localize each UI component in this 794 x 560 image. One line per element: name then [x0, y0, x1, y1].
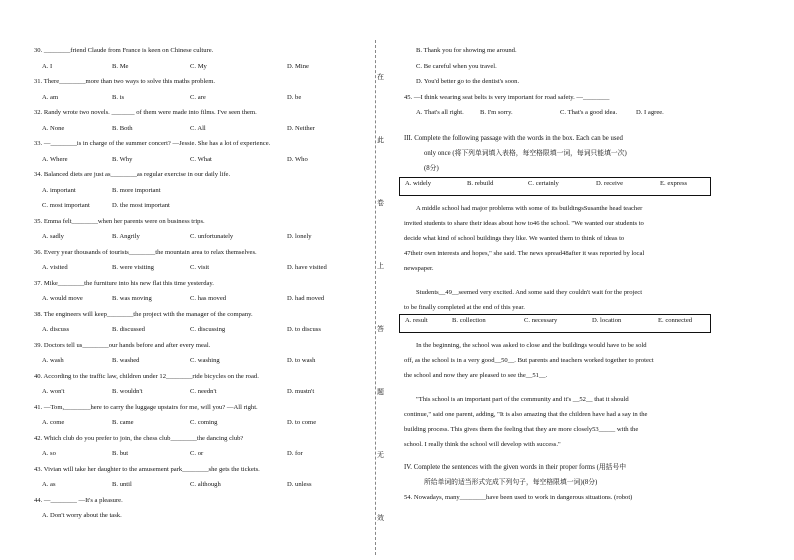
word-box [399, 314, 711, 333]
answer-option: D. the most important [112, 202, 170, 209]
word-box-item: D. location [592, 317, 622, 324]
word-box-item: D. receive [596, 180, 624, 187]
binding-char: 上 [377, 262, 384, 270]
answer-option: D. I agree. [636, 109, 664, 116]
answer-option: D. to discuss [287, 326, 321, 333]
binding-char: 无 [377, 451, 384, 459]
answer-option: C. most important [42, 202, 90, 209]
section-heading: only once (将下列单词填入表格，每空格限填一词，每词只能填一次) [424, 150, 627, 157]
answer-option: D. had moved [287, 295, 325, 302]
question-stem: 36. Every year thousands of tourists________the mountain area to relax themselves. [34, 248, 257, 256]
question-stem: 43. Vivian will take her daughter to the amusement park________she gets the tickets. [34, 465, 260, 473]
answer-option: D. to come [287, 419, 317, 426]
question-stem: 35. Emma felt________when her parents were on business trips. [34, 217, 205, 225]
passage-line: A middle school had major problems with some of its buildingsSusanthe head teacher [416, 205, 643, 212]
section-heading: 所给单词的适当形式完成下列句子，每空格限填一词)(8分) [424, 479, 598, 486]
answer-option: B. came [112, 419, 134, 426]
answer-option: C. needn't [190, 388, 217, 395]
question-stem: 31. There________more than two ways to solve this maths problem. [34, 78, 215, 85]
answer-option: B. Why [112, 155, 133, 163]
answer-option: B. Both [112, 124, 133, 132]
answer-option: B. is [112, 93, 125, 101]
question-stem: 44. —________ —It's a pleasure. [34, 496, 123, 504]
answer-option: B. discussed [112, 326, 145, 333]
answer-option: A. important [42, 186, 76, 194]
answer-option: A. come [42, 419, 65, 426]
answer-option: D. unless [287, 481, 312, 488]
passage-line: "This school is an important part of the community and it's __52__ that it should [416, 396, 629, 403]
passage-line: building process. This gives them the feeling that they are more closely53_____ with the [404, 426, 639, 433]
answer-option: C. are [190, 93, 206, 101]
question-stem: 45. —I think wearing seat belts is very important for road safety. —________ [404, 94, 610, 101]
word-box-item: E. express [660, 180, 688, 187]
passage-line: continue," said one parent, adding, "It is also amazing that the children have had a say in the [404, 411, 648, 418]
word-box-item: E. connected [658, 317, 693, 324]
answer-option: D. Neither [287, 124, 315, 132]
answer-option: C. Be careful when you travel. [416, 62, 497, 70]
answer-option: C. discussing [190, 326, 226, 333]
answer-option: B. more important [112, 186, 161, 194]
answer-option: B. Me [112, 62, 129, 70]
word-box-item: C. necessary [524, 317, 558, 324]
section-points: (8分) [424, 165, 439, 172]
question-stem: 32. Randy wrote two novels. _______ of them were made into films. I've seen them. [34, 109, 257, 116]
question-stem: 34. Balanced diets are just as________as regular exercise in our daily life. [34, 171, 231, 178]
answer-option: A. None [42, 124, 65, 132]
binding-char: 卷 [377, 199, 384, 207]
answer-option: C. What [190, 155, 212, 163]
word-box [399, 177, 711, 196]
question-stem: 30. ________friend Claude from France is keen on Chinese culture. [34, 47, 214, 54]
word-box-item: C. certainly [528, 180, 559, 187]
question-stem: 41. —Tom,________here to carry the luggage upstairs for me, will you? —All right. [34, 403, 258, 411]
answer-option: B. washed [112, 357, 140, 364]
passage-line: the school and now they are pleased to see the__51__. [404, 372, 548, 379]
answer-option: D. to wash [287, 357, 316, 364]
question-stem: 42. Which club do you prefer to join, the chess club________the dancing club? [34, 434, 244, 442]
answer-option: B. until [112, 481, 132, 488]
answer-option: D. You'd better go to the dentist's soon. [416, 78, 520, 85]
answer-option: A. sadly [42, 233, 64, 240]
answer-option: C. My [190, 62, 207, 70]
word-box-item: B. rebuild [467, 180, 494, 187]
answer-option: A. discuss [42, 326, 70, 333]
section-heading: III. Complete the following passage with the words in the box. Each can be used [404, 135, 623, 142]
question-stem: 54. Nowadays, many________have been used to work in dangerous situations. (robot) [404, 494, 633, 501]
question-stem: 39. Doctors tell us________our hands before and after every meal. [34, 341, 211, 349]
answer-option: C. or [190, 450, 204, 457]
answer-option: C. unfortunately [190, 233, 234, 240]
word-box-item: B. collection [452, 317, 486, 324]
answer-option: A. wash [42, 357, 64, 364]
answer-option: D. for [287, 450, 303, 457]
answer-option: B. Thank you for showing me around. [416, 47, 517, 54]
answer-option: A. so [42, 450, 56, 457]
answer-option: B. but [112, 450, 129, 457]
answer-option: D. Mine [287, 62, 309, 70]
answer-option: D. lonely [287, 233, 312, 240]
binding-char: 答 [377, 325, 384, 333]
passage-line: In the beginning, the school was asked to close and the buildings would have to be sold [416, 342, 647, 349]
answer-option: B. I'm sorry. [480, 109, 513, 116]
answer-option: D. Who [287, 155, 308, 163]
answer-option: A. Don't worry about the task. [42, 512, 122, 519]
word-box-item: A. widely [405, 180, 432, 187]
answer-option: A. I [42, 62, 53, 70]
answer-option: C. All [190, 124, 206, 132]
passage-line: off, as the school is in a very good__50__. But parents and teachers worked together to protect [404, 357, 654, 364]
answer-option: B. wouldn't [112, 388, 143, 395]
answer-option: A. Where [42, 155, 68, 163]
answer-option: C. although [190, 481, 221, 488]
question-stem: 37. Mike________the furniture into his new flat this time yesterday. [34, 279, 214, 287]
passage-line: school. I really think the school will develop with success." [404, 441, 561, 448]
answer-option: A. as [42, 481, 56, 488]
answer-option: C. visit [190, 264, 210, 271]
passage-line: invited students to share their ideas about how to46 the school. "We wanted our students to [404, 220, 644, 227]
answer-option: D. mustn't [287, 388, 315, 395]
answer-option: C. That's a good idea. [560, 109, 618, 116]
question-stem: 33. —________is in charge of the summer concert? —Jessie. She has a lot of experience. [34, 140, 271, 147]
answer-option: D. have visited [287, 264, 327, 271]
answer-option: A. visited [42, 264, 68, 271]
question-stem: 38. The engineers will keep________the project with the manager of the company. [34, 310, 253, 318]
passage-line: 47their own interests and hopes," she said. The news spread48after it was reported by local [404, 250, 645, 257]
answer-option: B. were visiting [112, 264, 154, 271]
word-box-item: A. result [405, 317, 428, 324]
answer-option: A. That's all right. [416, 109, 464, 116]
answer-option: C. coming [190, 419, 218, 426]
binding-char: 题 [377, 388, 384, 396]
answer-option: A. would move [42, 295, 83, 302]
passage-line: decide what kind of school buildings they like. We wanted them to think of ideas to [404, 235, 625, 242]
binding-char: 效 [377, 514, 384, 522]
answer-option: B. Angrily [112, 233, 140, 240]
answer-option: D. be [287, 93, 302, 101]
binding-divider [375, 40, 376, 555]
passage-line: newspaper. [404, 265, 434, 272]
passage-line: to be finally completed at the end of this year. [404, 304, 525, 311]
answer-option: C. washing [190, 357, 220, 364]
answer-option: A. won't [42, 388, 65, 395]
answer-option: B. was moving [112, 295, 152, 302]
binding-char: 在 [377, 73, 384, 81]
binding-char: 此 [377, 136, 384, 144]
answer-option: C. has moved [190, 295, 227, 302]
section-heading: IV. Complete the sentences with the given words in their proper forms (用括号中 [404, 464, 627, 471]
question-stem: 40. According to the traffic law, children under 12________ride bicycles on the road. [34, 372, 259, 380]
answer-option: A. am [42, 93, 59, 101]
passage-line: Students__49__seemed very excited. And some said they couldn't wait for the project [416, 289, 643, 296]
